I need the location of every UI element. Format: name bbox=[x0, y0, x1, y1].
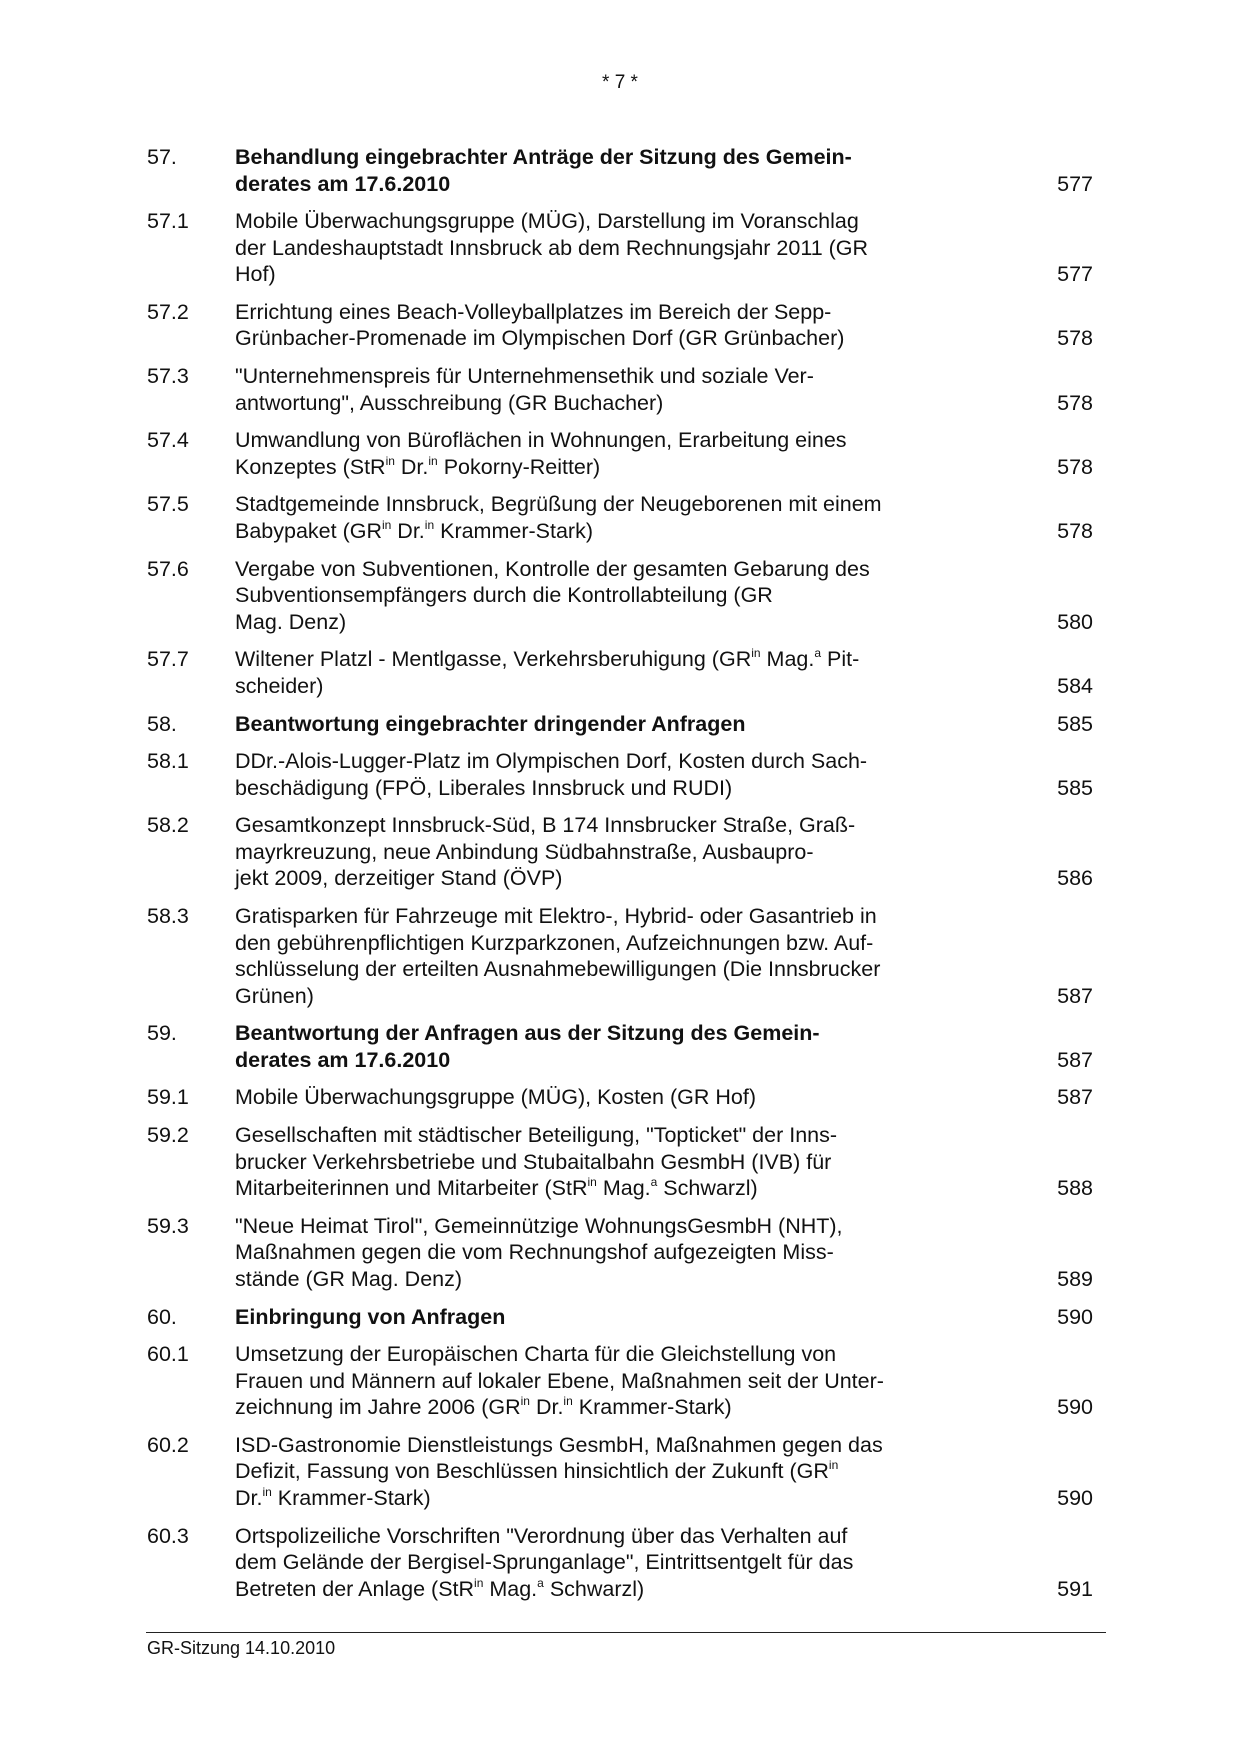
toc-entry-title-line bbox=[235, 865, 825, 892]
title-text-segment: "Unternehmenspreis für Unternehmensethik und soziale Ver- bbox=[235, 364, 814, 389]
toc-entry-title-line bbox=[235, 427, 847, 454]
superscript-suffix: in bbox=[751, 646, 761, 661]
title-text-segment: derates am 17.6.2010 bbox=[235, 1047, 451, 1072]
toc-entry-page-number: 577 bbox=[1057, 171, 1093, 196]
toc-entry-number: 60.2 bbox=[147, 1432, 189, 1457]
toc-entry-page-number: 577 bbox=[1057, 262, 1093, 287]
toc-entry-number: 57.1 bbox=[147, 209, 189, 234]
title-text-segment: Mag. bbox=[483, 1576, 538, 1601]
toc-entry-title bbox=[235, 903, 881, 1009]
toc-entry-title-line bbox=[235, 748, 868, 775]
toc-entry-number: 60.3 bbox=[147, 1523, 189, 1548]
title-text-segment: der Landeshauptstadt Innsbruck ab dem Rechnungsjahr 2011 (GR bbox=[235, 235, 869, 260]
toc-entry-title-line bbox=[235, 839, 825, 866]
toc-entry-title bbox=[235, 1432, 883, 1512]
title-text-segment: Grünbacher-Promenade im Olympischen Dorf (GR Grünbacher) bbox=[235, 326, 845, 351]
superscript-suffix: in bbox=[587, 1175, 597, 1190]
superscript-suffix: in bbox=[385, 453, 395, 468]
title-text-segment: Mag. bbox=[760, 647, 815, 672]
toc-entry-title bbox=[235, 427, 847, 480]
toc-entry-title-line bbox=[235, 1432, 883, 1459]
toc-entry-page-number: 590 bbox=[1057, 1304, 1093, 1329]
toc-entry-page-number: 587 bbox=[1057, 1085, 1093, 1110]
title-text-segment: Ortspolizeiliche Vorschriften "Verordnung über das Verhalten auf bbox=[235, 1523, 848, 1548]
title-text-segment: DDr.-Alois-Lugger-Platz im Olympischen Dorf, Kosten durch Sach- bbox=[235, 749, 868, 774]
title-text-segment: mayrkreuzung, neue Anbindung Südbahnstraße, Ausbaupro- bbox=[235, 839, 814, 864]
title-text-segment: Errichtung eines Beach-Volleyballplatzes im Bereich der Sepp- bbox=[235, 299, 832, 324]
title-text-segment: derates am 17.6.2010 bbox=[235, 171, 451, 196]
toc-entry-title bbox=[235, 748, 868, 801]
toc-entry-title-line bbox=[235, 1020, 825, 1047]
title-text-segment: Mag. Denz) bbox=[235, 609, 347, 634]
toc-entry-title bbox=[235, 1084, 825, 1111]
title-text-segment: Krammer-Stark) bbox=[434, 518, 593, 543]
toc-entry-title-line bbox=[235, 646, 860, 673]
title-text-segment: Hof) bbox=[235, 262, 276, 287]
title-text-segment: Behandlung eingebrachter Anträge der Sitzung des Gemein- bbox=[235, 145, 852, 169]
toc-entry-page-number: 588 bbox=[1057, 1176, 1093, 1201]
title-text-segment: Mobile Überwachungsgruppe (MÜG), Darstellung im Voranschlag bbox=[235, 209, 859, 234]
title-text-segment: jekt 2009, derzeitiger Stand (ÖVP) bbox=[235, 866, 563, 891]
title-text-segment: Dr. bbox=[391, 518, 425, 543]
toc-entry-title-line bbox=[235, 956, 881, 983]
title-text-segment: Betreten der Anlage (StR bbox=[235, 1576, 475, 1601]
toc-entry-title-line bbox=[235, 1122, 838, 1149]
toc-entry-title-line bbox=[235, 609, 825, 636]
toc-entry-title-line bbox=[235, 1549, 854, 1576]
toc-entry-title-line bbox=[235, 208, 859, 235]
toc-entry bbox=[147, 208, 1093, 288]
toc-entry-title bbox=[235, 491, 882, 544]
title-text-segment: Pokorny-Reitter) bbox=[437, 454, 601, 479]
toc-entry bbox=[147, 491, 1093, 544]
toc-entry bbox=[147, 427, 1093, 480]
toc-entry-title-line bbox=[235, 673, 825, 700]
toc-entry-title-line bbox=[235, 491, 882, 518]
toc-entry-number: 59.1 bbox=[147, 1085, 189, 1110]
footer-divider bbox=[146, 1632, 1106, 1633]
title-text-segment: Dr. bbox=[529, 1395, 564, 1420]
toc-entry-number: 57.4 bbox=[147, 428, 189, 453]
title-text-segment: dem Gelände der Bergisel-Sprunganlage", Eintrittsentgelt für das bbox=[235, 1550, 854, 1575]
toc-entry-page-number: 590 bbox=[1057, 1485, 1093, 1510]
toc-entry-title bbox=[235, 363, 825, 416]
toc-entry-page-number: 586 bbox=[1057, 866, 1093, 891]
title-text-segment: Krammer-Stark) bbox=[271, 1485, 431, 1510]
toc-entry-title-line bbox=[235, 1368, 884, 1395]
toc-entry-page-number: 585 bbox=[1057, 775, 1093, 800]
superscript-suffix: in bbox=[474, 1575, 484, 1590]
toc-entry-number: 59. bbox=[147, 1021, 177, 1046]
toc-entry-title-line bbox=[235, 903, 877, 930]
toc-entry-title-line bbox=[235, 390, 825, 417]
toc-entry-title-line bbox=[235, 454, 825, 481]
toc-entry bbox=[147, 1122, 1093, 1202]
toc-entry bbox=[147, 1304, 1093, 1331]
title-text-segment: Schwarzl) bbox=[543, 1576, 645, 1601]
title-text-segment: ISD-Gastronomie Dienstleistungs GesmbH, Maßnahmen gegen das bbox=[235, 1432, 883, 1457]
superscript-suffix: in bbox=[381, 517, 392, 532]
toc-entry-number: 58.2 bbox=[147, 813, 189, 838]
toc-entry-title-line bbox=[235, 556, 870, 583]
toc-entry-title-line bbox=[235, 171, 825, 198]
title-text-segment: Beantwortung eingebrachter dringender Anfragen bbox=[235, 711, 746, 736]
toc-entry-number: 60. bbox=[147, 1304, 177, 1329]
title-text-segment: Grünen) bbox=[235, 983, 314, 1008]
toc-entry-title-line bbox=[235, 983, 825, 1010]
title-text-segment: Mitarbeiterinnen und Mitarbeiter (StR bbox=[235, 1176, 588, 1201]
title-text-segment: beschädigung (FPÖ, Liberales Innsbruck und RUDI) bbox=[235, 775, 733, 800]
superscript-suffix: a bbox=[650, 1175, 658, 1190]
toc-entry-title-line bbox=[235, 812, 856, 839]
toc-entry-number: 60.1 bbox=[147, 1342, 189, 1367]
toc-entry bbox=[147, 144, 1093, 197]
title-text-segment: Babypaket (GR bbox=[235, 518, 382, 543]
toc-entry bbox=[147, 646, 1093, 699]
toc-entry-title-line bbox=[235, 711, 825, 738]
toc-entry-number: 59.3 bbox=[147, 1213, 189, 1238]
toc-entry-title-line bbox=[235, 1239, 834, 1266]
toc-entry-title-line bbox=[235, 1523, 848, 1550]
title-text-segment: "Neue Heimat Tirol", Gemeinnützige WohnungsGesmbH (NHT), bbox=[235, 1213, 843, 1238]
toc-entry-page-number: 591 bbox=[1057, 1576, 1093, 1601]
toc-entry-page-number: 578 bbox=[1057, 454, 1093, 479]
toc-entry bbox=[147, 1084, 1093, 1111]
toc-entry-number: 57.3 bbox=[147, 364, 189, 389]
toc-entry-title-line bbox=[235, 1266, 825, 1293]
toc-entry-title-line bbox=[235, 299, 832, 326]
title-text-segment: Mag. bbox=[596, 1176, 651, 1201]
title-text-segment: Pit- bbox=[821, 647, 860, 672]
toc-entry-title-line bbox=[235, 582, 825, 609]
toc-entry-title-line bbox=[235, 325, 845, 352]
toc-entry-title bbox=[235, 144, 852, 197]
title-text-segment: Gratisparken für Fahrzeuge mit Elektro-, Hybrid- oder Gasantrieb in bbox=[235, 904, 877, 929]
title-text-segment: Umwandlung von Büroflächen in Wohnungen, Erarbeitung eines bbox=[235, 428, 847, 453]
toc-entry-title bbox=[235, 208, 869, 288]
title-text-segment: Schwarzl) bbox=[657, 1176, 758, 1201]
toc-entry-title-line bbox=[235, 1047, 825, 1074]
title-text-segment: Einbringung von Anfragen bbox=[235, 1304, 506, 1329]
toc-entry-page-number: 587 bbox=[1057, 1047, 1093, 1072]
superscript-suffix: in bbox=[262, 1484, 272, 1499]
toc-entry-page-number: 578 bbox=[1057, 518, 1093, 543]
toc-entry-title-line bbox=[235, 1304, 825, 1331]
toc-entry-page-number: 578 bbox=[1057, 390, 1093, 415]
toc-entry-title bbox=[235, 812, 856, 892]
superscript-suffix: a bbox=[814, 646, 822, 661]
superscript-suffix: in bbox=[428, 453, 438, 468]
toc-entry-page-number: 585 bbox=[1057, 711, 1093, 736]
toc-entry bbox=[147, 1020, 1093, 1073]
toc-entry-title-line bbox=[235, 1576, 825, 1603]
title-text-segment: Gesamtkonzept Innsbruck-Süd, B 174 Innsbrucker Straße, Graß- bbox=[235, 813, 856, 838]
title-text-segment: Krammer-Stark) bbox=[572, 1395, 732, 1420]
toc-entry-page-number: 580 bbox=[1057, 609, 1093, 634]
title-text-segment: antwortung", Ausschreibung (GR Buchacher) bbox=[235, 390, 664, 415]
toc-entry bbox=[147, 812, 1093, 892]
toc-entry-number: 59.2 bbox=[147, 1123, 189, 1148]
toc-entry bbox=[147, 1213, 1093, 1293]
toc-entry-title-line bbox=[235, 518, 825, 545]
toc-entry-number: 57.5 bbox=[147, 492, 189, 517]
toc-entry-number: 57.2 bbox=[147, 299, 189, 324]
toc-entry-title-line bbox=[235, 1458, 839, 1485]
title-text-segment: Stadtgemeinde Innsbruck, Begrüßung der Neugeborenen mit einem bbox=[235, 492, 882, 517]
superscript-suffix: a bbox=[537, 1575, 544, 1590]
toc-entry-title-line bbox=[235, 930, 874, 957]
title-text-segment: brucker Verkehrsbetriebe und Stubaitalbahn GesmbH (IVB) für bbox=[235, 1149, 832, 1174]
toc-entry bbox=[147, 1523, 1093, 1603]
title-text-segment: Mobile Überwachungsgruppe (MÜG), Kosten (GR Hof) bbox=[235, 1085, 756, 1110]
toc-entry bbox=[147, 748, 1093, 801]
toc-entry-title-line bbox=[235, 1485, 825, 1512]
toc-entry-title-line bbox=[235, 1175, 825, 1202]
toc-entry bbox=[147, 1341, 1093, 1421]
title-text-segment: Umsetzung der Europäischen Charta für die Gleichstellung von bbox=[235, 1342, 837, 1367]
superscript-suffix: in bbox=[424, 517, 435, 532]
toc-entry-page-number: 578 bbox=[1057, 326, 1093, 351]
title-text-segment: scheider) bbox=[235, 673, 324, 698]
title-text-segment: Vergabe von Subventionen, Kontrolle der gesamten Gebarung des bbox=[235, 556, 870, 581]
toc-entry-title bbox=[235, 1304, 825, 1331]
title-text-segment: Dr. bbox=[394, 454, 429, 479]
title-text-segment: Dr. bbox=[235, 1485, 263, 1510]
toc-entry-title bbox=[235, 556, 870, 636]
toc-entry-title-line bbox=[235, 1341, 837, 1368]
toc-entry-number: 58. bbox=[147, 711, 177, 736]
toc-entry-title-line bbox=[235, 261, 825, 288]
toc-entry bbox=[147, 299, 1093, 352]
toc-entry-title-line bbox=[235, 363, 825, 390]
title-text-segment: Wiltener Platzl - Mentlgasse, Verkehrsberuhigung (GR bbox=[235, 647, 752, 672]
toc-entry-title bbox=[235, 1341, 884, 1421]
table-of-contents bbox=[147, 144, 1093, 1613]
toc-entry-title-line bbox=[235, 1394, 825, 1421]
title-text-segment: Konzeptes (StR bbox=[235, 454, 386, 479]
title-text-segment: zeichnung im Jahre 2006 (GR bbox=[235, 1395, 521, 1420]
title-text-segment: Beantwortung der Anfragen aus der Sitzung des Gemein- bbox=[235, 1021, 820, 1046]
toc-entry-title bbox=[235, 299, 845, 352]
toc-entry-title bbox=[235, 1122, 838, 1202]
toc-entry-number: 58.3 bbox=[147, 904, 189, 929]
toc-entry-title bbox=[235, 1523, 854, 1603]
title-text-segment: Frauen und Männern auf lokaler Ebene, Maßnahmen seit der Unter- bbox=[235, 1368, 884, 1393]
title-text-segment: schlüsselung der erteilten Ausnahmebewilligungen (Die Innsbrucker bbox=[235, 957, 881, 982]
toc-entry bbox=[147, 903, 1093, 1009]
toc-entry-title-line bbox=[235, 1213, 843, 1240]
toc-entry-page-number: 584 bbox=[1057, 673, 1093, 698]
toc-entry-title bbox=[235, 1020, 825, 1073]
toc-entry bbox=[147, 556, 1093, 636]
title-text-segment: den gebührenpflichtigen Kurzparkzonen, Aufzeichnungen bzw. Auf- bbox=[235, 930, 874, 955]
title-text-segment: Subventionsempfängers durch die Kontrollabteilung (GR bbox=[235, 583, 773, 608]
page-number: * 7 * bbox=[602, 72, 638, 93]
toc-entry-number: 57.7 bbox=[147, 647, 189, 672]
toc-entry-page-number: 587 bbox=[1057, 983, 1093, 1008]
toc-entry-title bbox=[235, 711, 825, 738]
toc-entry-title-line bbox=[235, 235, 869, 262]
toc-entry-number: 58.1 bbox=[147, 749, 189, 774]
title-text-segment: Maßnahmen gegen die vom Rechnungshof aufgezeigten Miss- bbox=[235, 1240, 834, 1265]
toc-entry-title-line bbox=[235, 1084, 825, 1111]
toc-entry bbox=[147, 1432, 1093, 1512]
toc-entry-page-number: 590 bbox=[1057, 1395, 1093, 1420]
toc-entry-number: 57. bbox=[147, 145, 177, 169]
superscript-suffix: in bbox=[563, 1394, 573, 1409]
toc-entry-title-line bbox=[235, 144, 852, 171]
toc-entry-title bbox=[235, 646, 860, 699]
toc-entry bbox=[147, 711, 1093, 738]
superscript-suffix: in bbox=[520, 1394, 530, 1409]
toc-entry-title-line bbox=[235, 1149, 832, 1176]
superscript-suffix: in bbox=[828, 1458, 839, 1473]
toc-entry-title-line bbox=[235, 775, 825, 802]
title-text-segment: Gesellschaften mit städtischer Beteiligung, "Topticket" der Inns- bbox=[235, 1123, 838, 1148]
title-text-segment: stände (GR Mag. Denz) bbox=[235, 1266, 463, 1291]
title-text-segment: Defizit, Fassung von Beschlüssen hinsichtlich der Zukunft (GR bbox=[235, 1459, 829, 1484]
footer-session-date: GR-Sitzung 14.10.2010 bbox=[147, 1638, 336, 1658]
toc-entry-page-number: 589 bbox=[1057, 1266, 1093, 1291]
toc-entry-title bbox=[235, 1213, 843, 1293]
toc-entry-number: 57.6 bbox=[147, 556, 189, 581]
toc-entry bbox=[147, 363, 1093, 416]
